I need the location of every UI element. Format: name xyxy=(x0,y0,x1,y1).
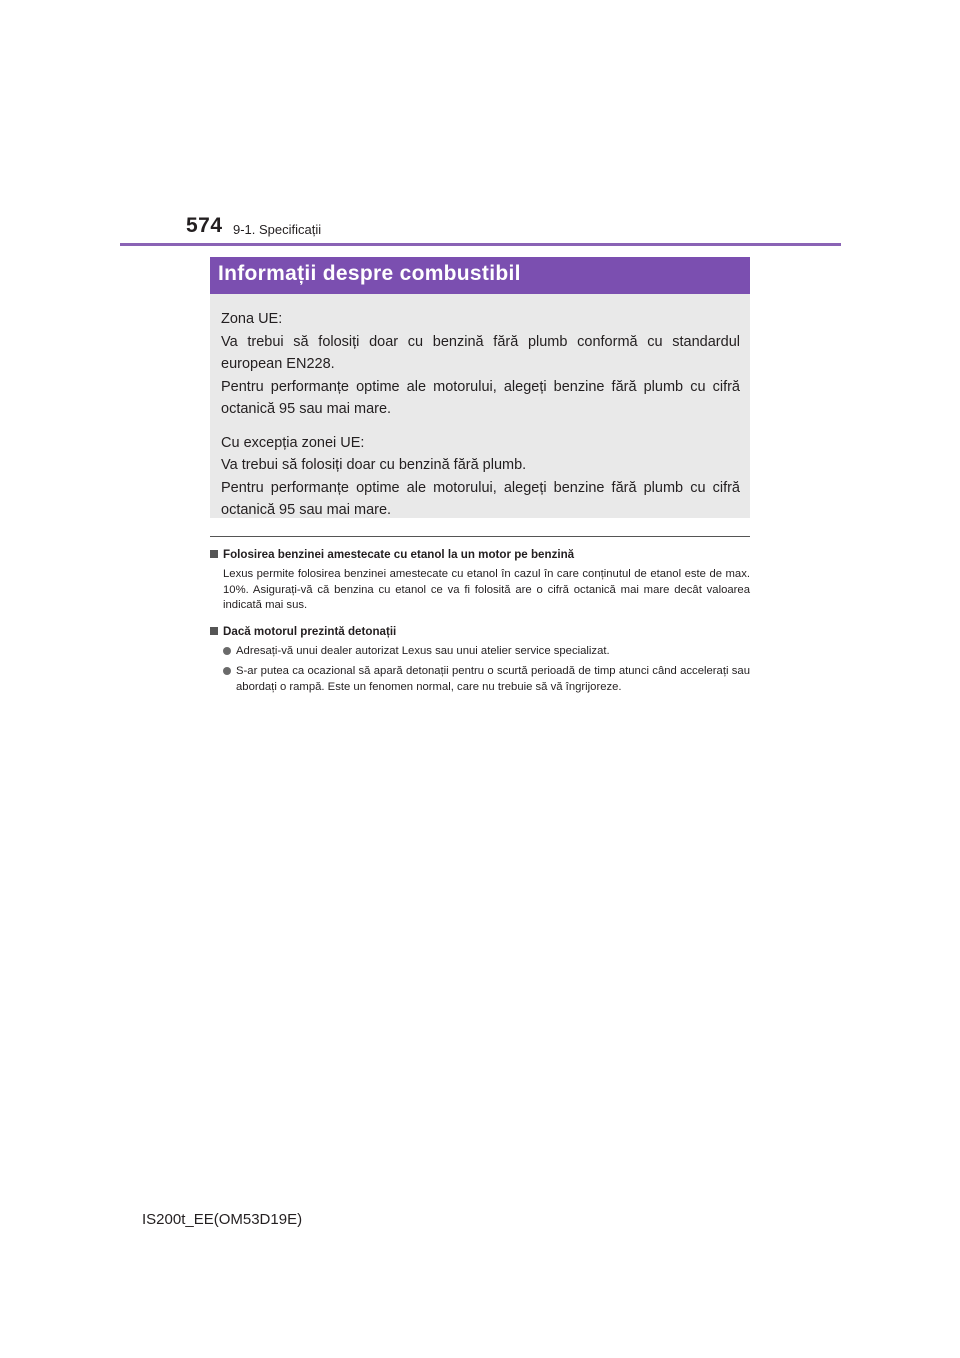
eu-octane: Pentru performanțe optime ale motorului, alegeți benzine fără plumb cu cifră octanică 95 sau mai mare. xyxy=(221,378,740,417)
non-eu-octane: Pentru performanțe optime ale motorului, alegeți benzine fără plumb cu cifră octanică 95 sau mai mare. xyxy=(221,479,740,518)
non-eu-requirement: Va trebui să folosiți doar cu benzină fără plumb. xyxy=(221,457,527,473)
square-bullet-icon xyxy=(210,550,218,558)
square-bullet-icon xyxy=(210,627,218,635)
page-number: 574 xyxy=(186,214,223,237)
round-bullet-icon xyxy=(223,667,231,675)
ethanol-note-body: Lexus permite folosirea benzinei amestecate cu etanol în cazul în care conținutul de etanol este de max. 10%. Asigurați-vă că benzina cu etanol ce va fi folosită are o cifră octanică mai mare decât valoarea indicată mai sus. xyxy=(223,568,750,611)
knock-note-title: Dacă motorul prezintă detonații xyxy=(210,623,750,640)
notes-section xyxy=(210,546,750,700)
non-eu-heading: Cu excepția zonei UE: xyxy=(221,434,365,451)
round-bullet-icon xyxy=(223,647,231,655)
list-item: S-ar putea ca ocazional să apară detonații pentru o scurtă perioadă de timp atunci când accelerați sau abordați o rampă. Este un fenomen normal, care nu trebuie să vă îngrijoreze. xyxy=(223,664,750,695)
list-item: Adresați-vă unui dealer autorizat Lexus sau unui atelier service specializat. xyxy=(223,644,750,660)
manual-code: IS200t_EE(OM53D19E) xyxy=(142,1211,303,1228)
header-divider xyxy=(120,243,841,246)
eu-heading: Zona UE: xyxy=(221,311,283,327)
ethanol-note-title: Folosirea benzinei amestecate cu etanol la un motor pe benzină xyxy=(210,546,750,563)
content-divider xyxy=(210,536,750,537)
section-title: Informații despre combustibil xyxy=(210,257,750,294)
fuel-info-box xyxy=(210,294,750,518)
section-label: 9-1. Specificații xyxy=(233,222,322,237)
eu-requirement: Va trebui să folosiți doar cu benzină fără plumb conformă cu standardul european EN228. xyxy=(221,333,740,372)
